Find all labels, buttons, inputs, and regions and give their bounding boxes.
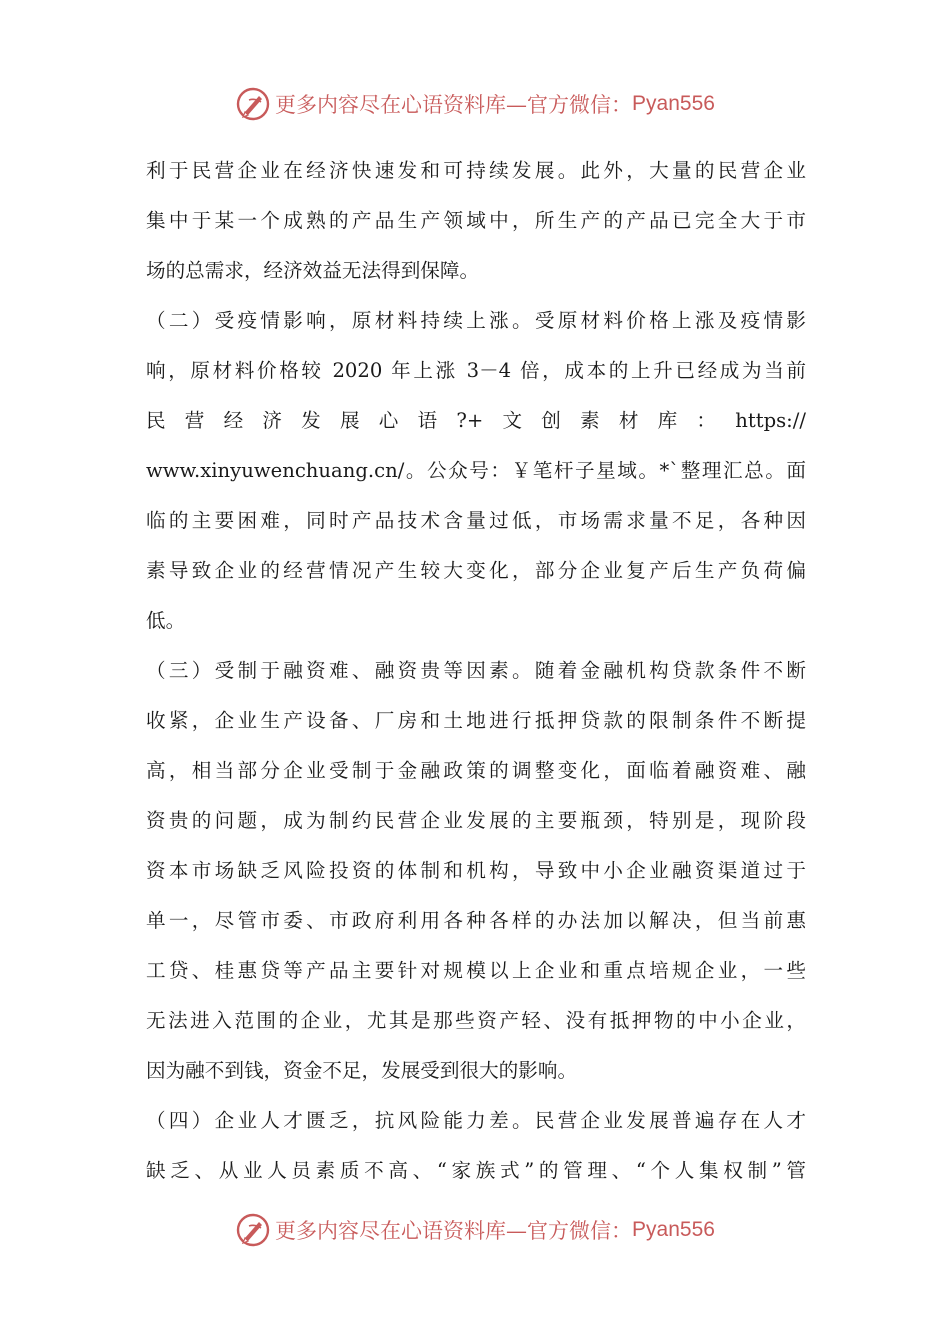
body-line-16: 单一，尽管市委、市政府利用各种各样的办法加以解决，但当前惠	[146, 909, 806, 932]
footer-banner	[0, 1208, 950, 1252]
body-line-20: （四）企业人才匮乏，抗风险能力差。民营企业发展普遍存在人才	[146, 1109, 806, 1132]
body-line-5: 响，原材料价格较 2020 年上涨 3－4 倍，成本的上升已经成为当前	[146, 359, 806, 382]
body-line-4: （二）受疫情影响，原材料持续上涨。受原材料价格上涨及疫情影	[146, 309, 806, 332]
body-line-15: 资本市场缺乏风险投资的体制和机构，导致中小企业融资渠道过于	[146, 859, 806, 882]
body-line-1: 利于民营企业在经济快速发和可持续发展。此外，大量的民营企业	[146, 159, 806, 182]
header-banner-text: 更多内容尽在心语资料库—官方微信：	[275, 93, 633, 117]
body-line-12: 收紧，企业生产设备、厂房和土地进行抵押贷款的限制条件不断提	[146, 709, 806, 732]
body-line-3: 场的总需求，经济效益无法得到保障。	[146, 259, 480, 282]
body-line-18: 无法进入范围的企业，尤其是那些资产轻、没有抵押物的中小企业，	[146, 1009, 806, 1032]
body-line-13: 高，相当部分企业受制于金融政策的调整变化，面临着融资难、融	[146, 759, 806, 782]
pen-logo-icon	[235, 1212, 271, 1248]
body-line-9: 素导致企业的经营情况产生较大变化，部分企业复产后生产负荷偏	[146, 559, 806, 582]
body-line-11: （三）受制于融资难、融资贵等因素。随着金融机构贷款条件不断	[146, 659, 806, 682]
document-body	[146, 146, 806, 1196]
pen-logo-icon	[235, 86, 271, 122]
body-line-2: 集中于某一个成熟的产品生产领域中，所生产的产品已完全大于市	[146, 209, 806, 232]
footer-banner-text: 更多内容尽在心语资料库—官方微信：	[275, 1219, 633, 1243]
body-line-10: 低。	[146, 609, 186, 632]
body-line-6: 民营经济发展心语?+文创素材库：https://	[146, 409, 806, 432]
body-line-7: www.xinyuwenchuang.cn/。公众号：￥笔杆子星域。*`整理汇总。面	[146, 459, 806, 482]
body-line-8: 临的主要困难，同时产品技术含量过低，市场需求量不足，各种因	[146, 509, 806, 532]
body-line-17: 工贷、桂惠贷等产品主要针对规模以上企业和重点培规企业，一些	[146, 959, 806, 982]
header-banner	[0, 82, 950, 126]
footer-wechat-id: Pyan556	[632, 1218, 715, 1241]
body-line-14: 资贵的问题，成为制约民营企业发展的主要瓶颈，特别是，现阶段	[146, 809, 806, 832]
body-line-19: 因为融不到钱，资金不足，发展受到很大的影响。	[146, 1059, 578, 1082]
header-wechat-id: Pyan556	[632, 92, 715, 115]
body-line-21: 缺乏、从业人员素质不高、“家族式”的管理、“个人集权制”管	[146, 1159, 806, 1182]
